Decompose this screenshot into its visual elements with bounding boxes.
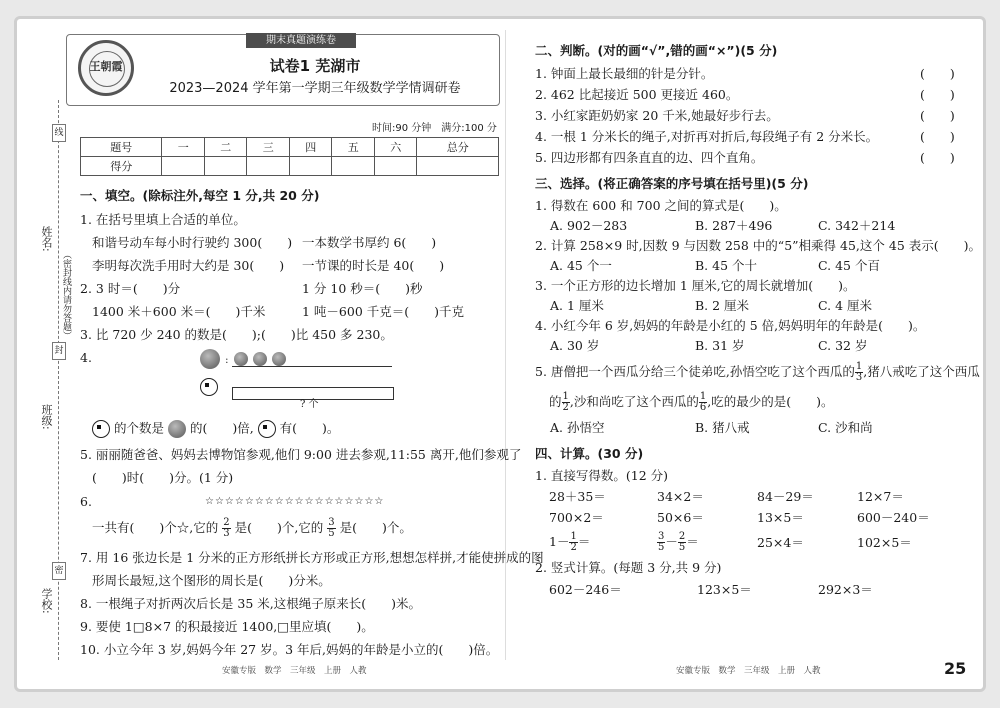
q1-1d: 一节课的时长是 40( ) (302, 258, 445, 273)
seal-note: （密封线内请勿答题） (61, 250, 71, 340)
binding-tag: 密 (52, 562, 66, 580)
choice-q5-line2 (549, 392, 833, 413)
fraction-two-fifths: $\frac{2}{5}$ (678, 531, 686, 553)
q4-basketball-row: : (200, 348, 286, 369)
q4-soccer-row (200, 376, 218, 396)
judge-answer-paren[interactable]: ( ) (920, 129, 955, 144)
calc-item: 600－240＝ (857, 510, 930, 525)
choice-option: B. 2 厘米 (695, 298, 750, 313)
judge-answer-paren[interactable]: ( ) (920, 87, 955, 102)
choice-option: B. 45 个十 (695, 258, 758, 273)
exam-subtitle: 2023—2024 学年第一学期三年级数学学情调研卷 (169, 81, 461, 96)
choice-option: C. 45 个百 (818, 258, 880, 273)
soccer-ball-icon (92, 420, 110, 438)
score-input[interactable] (417, 157, 499, 176)
calc-item: 292×3＝ (818, 582, 873, 597)
choice-option: C. 32 岁 (818, 338, 868, 353)
name-label: 姓名: (40, 226, 53, 252)
q4-text-3: 有( )。 (279, 420, 340, 436)
choice-q5-text-5: ,吃的最少的是( )。 (707, 394, 834, 409)
q6-stars: ☆☆☆☆☆☆☆☆☆☆☆☆☆☆☆☆☆☆ (205, 496, 385, 507)
choice-q2: 2. 计算 258×9 时,因数 9 与因数 258 中的“5”相乘得 45,这个 45 表示( )。 (535, 238, 982, 253)
footer-right: 安徽专版 数学 三年级 上册 人教 (676, 666, 821, 676)
page-number: 25 (944, 659, 967, 678)
score-header-row (81, 138, 499, 157)
calc-item: 12×7＝ (857, 489, 904, 504)
calc-item-fraction-2: $\frac{3}{5}$ － $\frac{2}{5}$ ＝ (658, 531, 699, 553)
choice-q5-text-4: ,沙和尚吃了这个西瓜的 (569, 394, 699, 409)
choice-option: A. 1 厘米 (550, 298, 604, 313)
basketball-icon (272, 352, 286, 366)
section-3-heading: 三、选择。(将正确答案的序号填在括号里)(5 分) (535, 176, 809, 191)
q4-line (92, 420, 339, 438)
q1-2b: 1 分 10 秒＝( )秒 (302, 281, 423, 296)
q1-6-number: 6. (80, 494, 92, 509)
soccer-ball-icon (258, 420, 276, 438)
calc-item: 34×2＝ (657, 489, 704, 504)
q1-7b: 形周长最短,这个图形的周长是( )分米。 (92, 573, 331, 588)
q1-2d: 1 吨－600 千克＝( )千克 (302, 304, 465, 319)
q1-8: 8. 一根绳子对折两次后长是 35 米,这根绳子原来长( )米。 (80, 596, 421, 611)
q1-4-number: 4. (80, 350, 92, 365)
score-input[interactable] (247, 157, 290, 176)
choice-q5-text-1: 5. 唐僧把一个西瓜分给三个徒弟吃,孙悟空吃了这个西瓜的 (535, 364, 855, 379)
calc-item: 102×5＝ (857, 535, 912, 550)
q1-5b: ( )时( )分。(1 分) (92, 470, 234, 485)
q4-bar-small (232, 366, 392, 367)
q1-1b: 一本数学书厚约 6( ) (302, 235, 437, 250)
score-cell: 得分 (81, 157, 162, 176)
calc-item: 123×5＝ (697, 582, 752, 597)
q1-7a: 7. 用 16 张边长是 1 分米的正方形纸拼长方形或正方形,想想怎样拼,才能使拼成的图 (80, 550, 544, 565)
fraction-three-fifths: $\frac{3}{5}$ (328, 517, 335, 539)
judge-item: 3. 小红家距奶奶家 20 千米,她最好步行去。 (535, 108, 779, 123)
calc-item: 25×4＝ (757, 535, 804, 550)
choice-option: B. 31 岁 (695, 338, 745, 353)
score-input[interactable] (374, 157, 417, 176)
q1-3: 3. 比 720 少 240 的数是( );( )比 450 多 230。 (80, 327, 393, 342)
header-banner: 期末真题演练卷 (246, 33, 356, 48)
calc-item-fraction-1: 1－ $\frac{1}{2}$ ＝ (549, 531, 591, 553)
judge-item: 4. 一根 1 分米长的绳子,对折再对折后,每段绳子有 2 分米长。 (535, 129, 879, 144)
choice-option: A. 孙悟空 (550, 420, 605, 435)
choice-option: A. 30 岁 (550, 338, 600, 353)
choice-option: B. 287＋496 (695, 218, 773, 233)
choice-option: B. 猪八戒 (695, 420, 750, 435)
choice-q5-line1 (535, 362, 980, 383)
calc-item: 700×2＝ (549, 510, 604, 525)
fraction-one-half: $\frac{1}{2}$ (570, 531, 577, 553)
q1-10: 10. 小立今年 3 岁,妈妈今年 27 岁。3 年后,妈妈的年龄是小立的( )倍。 (80, 642, 499, 657)
q6-text-3: 是( )个。 (339, 520, 412, 535)
q4-text-1: 的个数是 (113, 420, 164, 436)
score-value-row (81, 157, 499, 176)
school-label: 学校: (40, 588, 53, 614)
calc-item: 84－29＝ (757, 489, 814, 504)
basketball-icon (168, 420, 186, 438)
q1-2c: 1400 米＋600 米＝( )千米 (92, 304, 266, 319)
q1-1: 1. 在括号里填上合适的单位。 (80, 212, 246, 227)
q6-text-2: 是( )个,它的 (234, 520, 324, 535)
fraction-one-sixth: $\frac{1}{6}$ (699, 391, 707, 413)
choice-option: C. 沙和尚 (818, 420, 873, 435)
choice-q4: 4. 小红今年 6 岁,妈妈的年龄是小红的 5 倍,妈妈明年的年龄是( )。 (535, 318, 926, 333)
score-cell: 二 (204, 138, 247, 157)
score-cell: 题号 (81, 138, 162, 157)
choice-option: C. 342＋214 (818, 218, 896, 233)
score-cell: 六 (374, 138, 417, 157)
fraction-one-third: $\frac{1}{3}$ (855, 361, 863, 383)
calc-q2: 2. 竖式计算。(每题 3 分,共 9 分) (535, 560, 722, 575)
judge-item: 5. 四边形都有四条直直的边、四个直角。 (535, 150, 764, 165)
basketball-icon (200, 349, 220, 369)
q1-2a: 2. 3 时＝( )分 (80, 281, 181, 296)
score-cell: 三 (247, 138, 290, 157)
q1-1a: 和谐号动车每小时行驶约 300( ) (92, 235, 293, 250)
q4-text-2: 的( )倍, (189, 420, 254, 436)
fraction-three-fifths: $\frac{3}{5}$ (658, 531, 665, 553)
score-cell: 总分 (417, 138, 499, 157)
calc-item: 50×6＝ (657, 510, 704, 525)
calc-q1: 1. 直接写得数。(12 分) (535, 468, 669, 483)
judge-item: 2. 462 比起接近 500 更接近 460。 (535, 87, 739, 102)
choice-q1: 1. 得数在 600 和 700 之间的算式是( )。 (535, 198, 787, 213)
q1-9: 9. 要使 1□8×7 的积最接近 1400,□里应填( )。 (80, 619, 374, 634)
calc-item: 13×5＝ (757, 510, 804, 525)
judge-answer-paren[interactable]: ( ) (920, 108, 955, 123)
judge-answer-paren[interactable]: ( ) (920, 66, 955, 81)
binding-tag: 线 (52, 124, 66, 142)
section-4-heading: 四、计算。(30 分) (535, 446, 644, 461)
choice-option: A. 902－283 (550, 218, 628, 233)
choice-q3: 3. 一个正方形的边长增加 1 厘米,它的周长就增加( )。 (535, 278, 856, 293)
footer-left: 安徽专版 数学 三年级 上册 人教 (222, 666, 367, 676)
score-cell: 一 (162, 138, 205, 157)
calc-item: 602－246＝ (549, 582, 622, 597)
time-score: 时间:90 分钟 满分:100 分 (372, 123, 497, 134)
score-input[interactable] (289, 157, 332, 176)
section-1-heading: 一、填空。(除标注外,每空 1 分,共 20 分) (80, 188, 320, 203)
q6-text-1: 一共有( )个☆,它的 (92, 520, 219, 535)
q4-question-mark: ? 个 (300, 399, 319, 410)
judge-answer-paren[interactable]: ( ) (920, 150, 955, 165)
score-cell: 四 (289, 138, 332, 157)
q6-line (92, 518, 412, 539)
q1-1c: 李明每次洗手用时大约是 30( ) (92, 258, 285, 273)
publisher-logo (78, 40, 134, 96)
q1-5a: 5. 丽丽随爸爸、妈妈去博物馆参观,他们 9:00 进去参观,11:55 离开,他们参观了 (80, 447, 522, 462)
basketball-icon (234, 352, 248, 366)
basketball-icon (253, 352, 267, 366)
score-input[interactable] (162, 157, 205, 176)
fraction-one-half: $\frac{1}{2}$ (562, 391, 569, 413)
class-label: 班级: (40, 404, 53, 430)
choice-q5-text-2: ,猪八戒吃了这个西瓜 (863, 364, 980, 379)
score-input[interactable] (332, 157, 375, 176)
score-table (80, 137, 499, 176)
binding-tag: 封 (52, 342, 66, 360)
choice-q5-text-3: 的 (549, 394, 562, 409)
choice-option: C. 4 厘米 (818, 298, 872, 313)
choice-option: A. 45 个一 (550, 258, 612, 273)
fraction-two-thirds: $\frac{2}{3}$ (223, 517, 230, 539)
section-2-heading: 二、判断。(对的画“√”,错的画“×”)(5 分) (535, 43, 778, 58)
exam-title: 试卷1 芜湖市 (269, 57, 361, 75)
score-cell: 五 (332, 138, 375, 157)
calc-item: 28＋35＝ (549, 489, 606, 504)
logo-lettering: 王朝霞 (89, 60, 123, 73)
soccer-ball-icon (200, 378, 218, 396)
score-input[interactable] (204, 157, 247, 176)
judge-item: 1. 钟面上最长最细的针是分针。 (535, 66, 714, 81)
